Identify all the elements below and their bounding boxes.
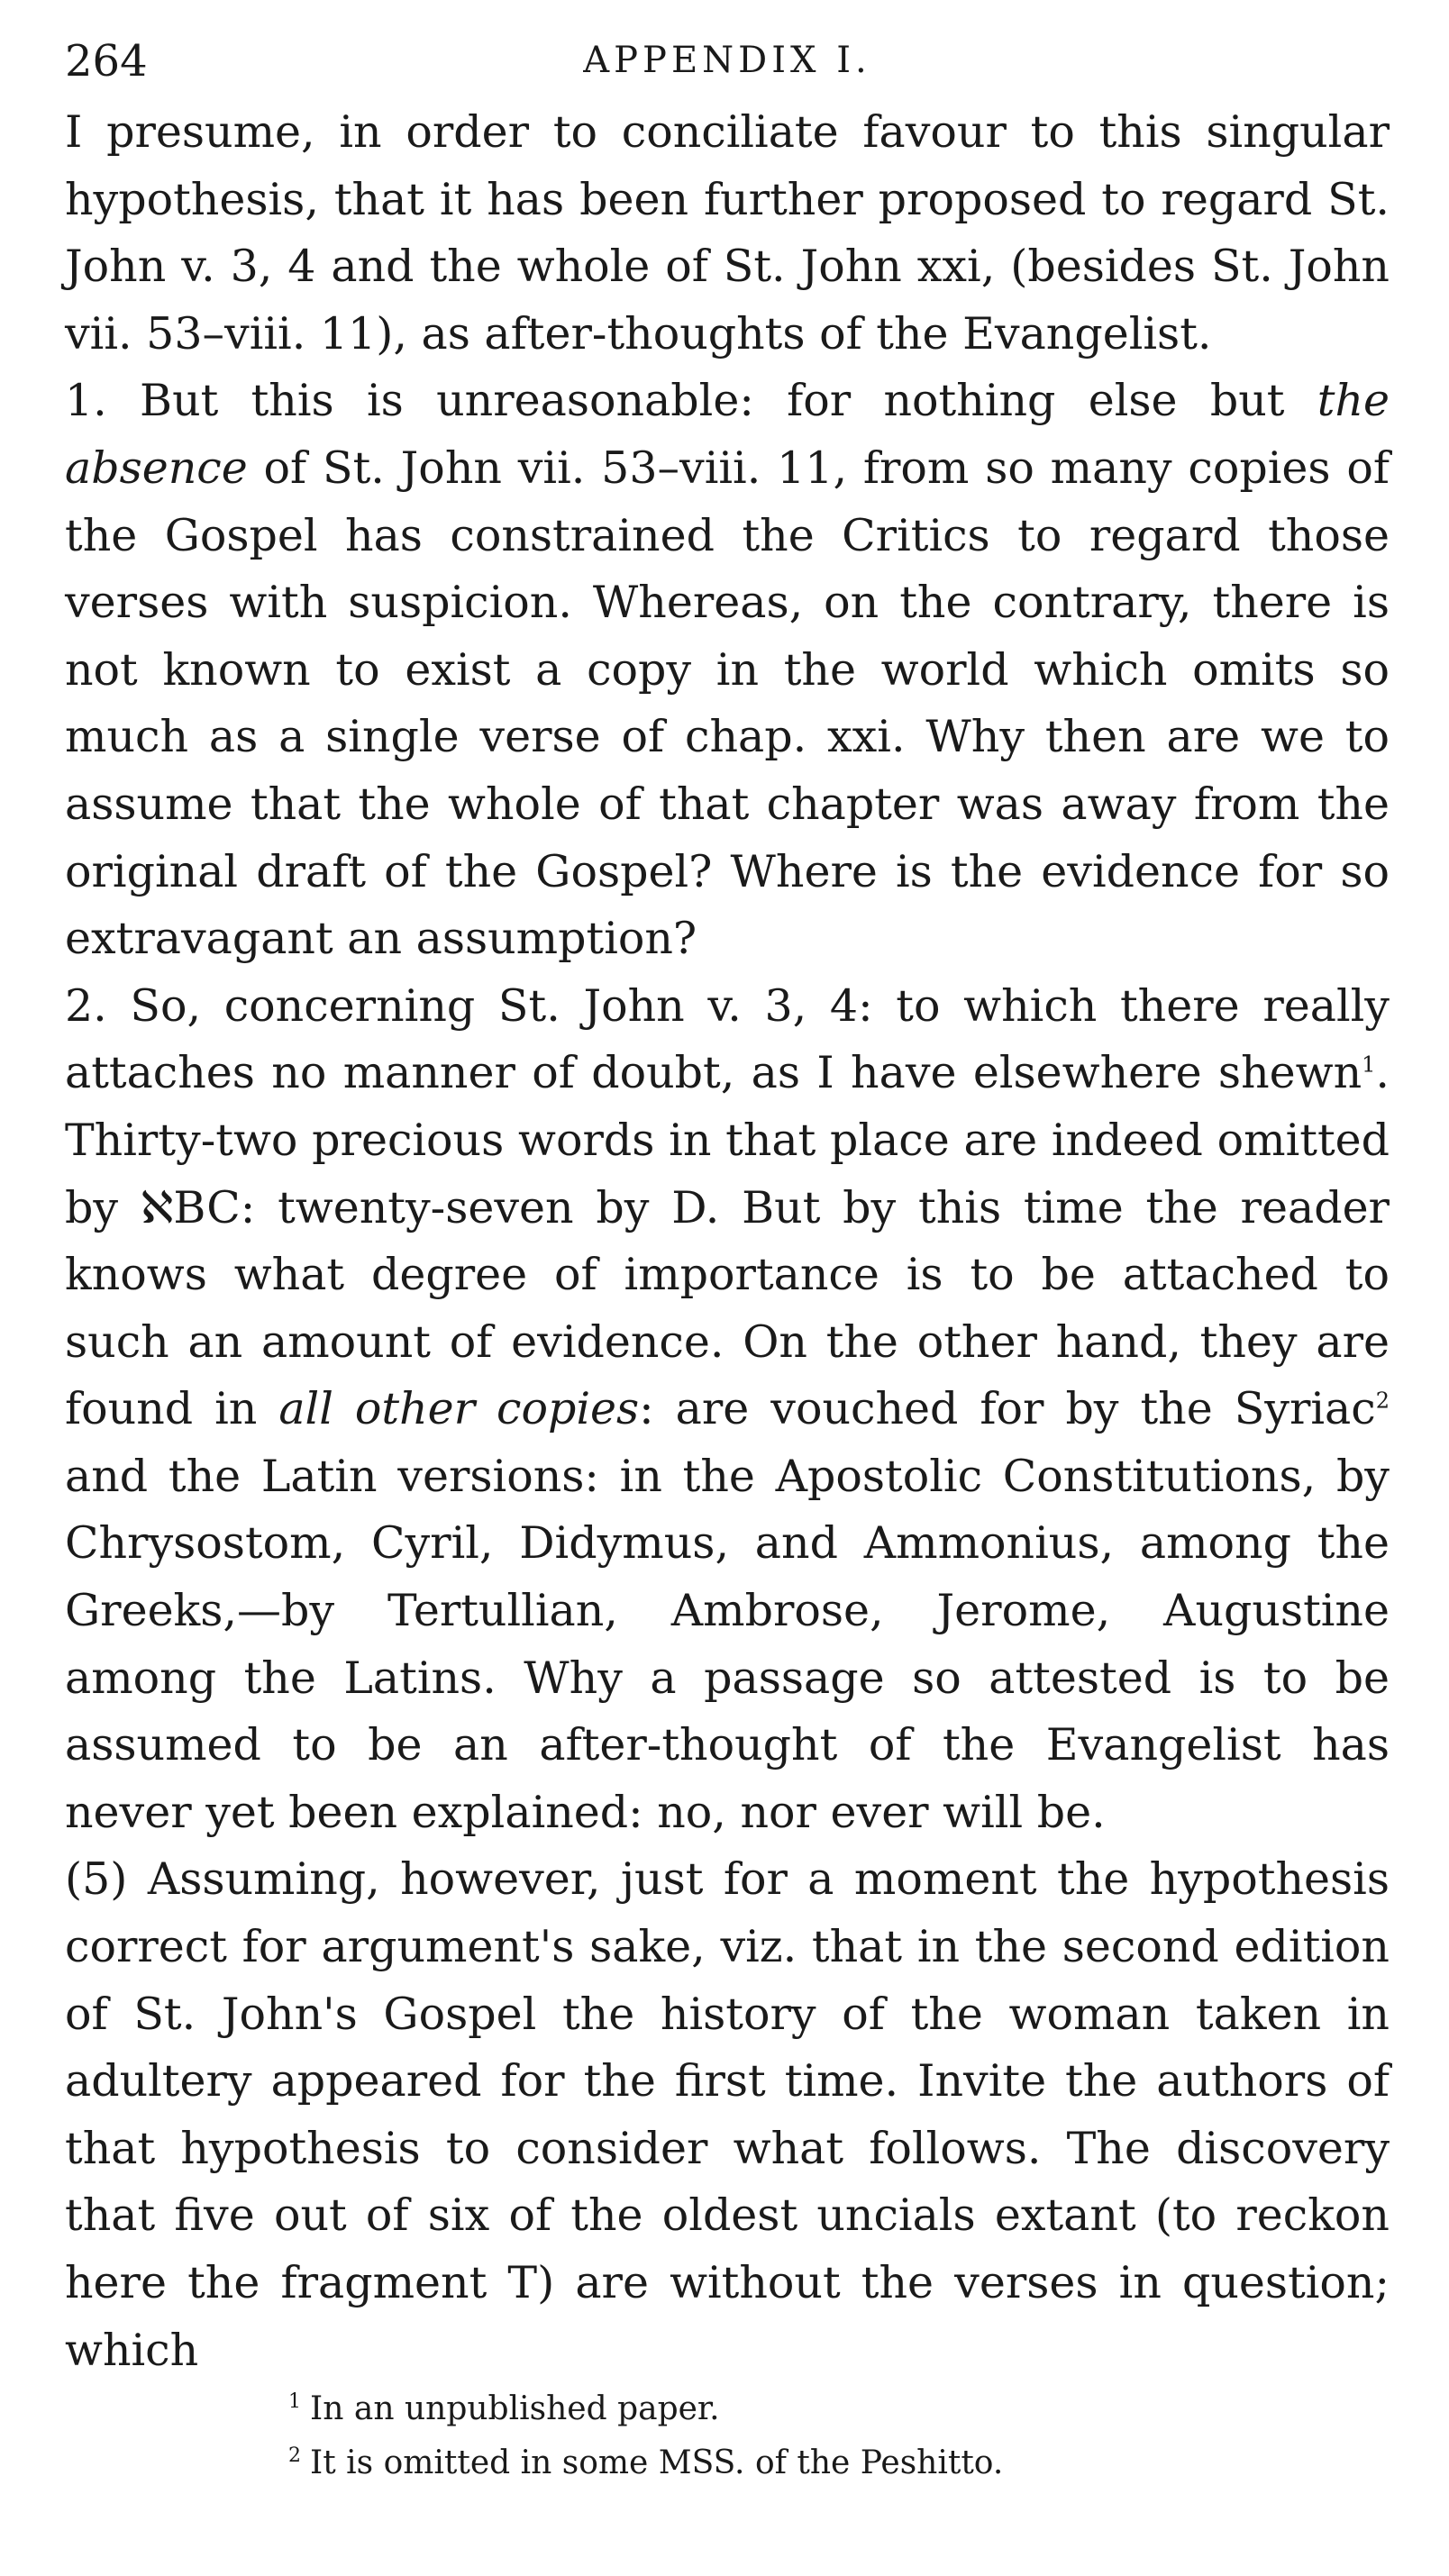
text-segment: of St. John vii. 53–viii. 11, from so many copies of the Gospel has constrained the Critics to regard those verses with suspicion. Whereas, on the contrary, there is not known to exist a copy in the world which omits so much as a single verse of chap. xxi. Why then are we to assume that the whole of that chapter was away from the original draft of the Gospel? Where is the evidence for so extravagant an assumption? <box>65 441 1390 965</box>
text-segment: I presume, in order to conciliate favour to this singular hypothesis, that it has been further proposed to regard St. John v. 3, 4 and the whole of St. John xxi, (besides St. John vii. 53–viii. 11), as after-thoughts of the Evangelist. <box>65 106 1390 360</box>
page <box>65 36 1390 2384</box>
footnote-text: In an unpublished paper. <box>310 2390 720 2427</box>
running-head: APPENDIX I. <box>583 40 871 81</box>
italic-text: all other copies <box>278 1383 640 1435</box>
paragraph <box>65 99 1390 368</box>
footnote-text: It is omitted in some MSS. of the Peshitto. <box>310 2444 1004 2481</box>
footnote <box>288 2433 1003 2487</box>
body-text <box>65 99 1390 2384</box>
italic-text: the absence <box>65 375 1390 494</box>
page-header <box>65 36 1390 99</box>
text-segment: 2. So, concerning St. John v. 3, 4: to which there really attaches no manner of doubt, as I have elsewhere shewn <box>65 979 1390 1099</box>
text-segment: (5) Assuming, however, just for a moment the hypothesis correct for argument's sake, viz. that in the second edition of St. John's Gospel the history of the woman taken in adultery appeared for the first time. Invite the authors of that hypothesis to consider what follows. The discovery that five out of six of the oldest uncials extant (to reckon here the fragment T) are without the verses in question; which <box>65 1853 1390 2376</box>
footnote-mark: 1 <box>288 2390 301 2413</box>
footnote <box>288 2379 1003 2433</box>
footnotes <box>288 2379 1003 2487</box>
text-segment: . Thirty-two precious words in that place are indeed omitted by ℵBC: twenty-seven by D. But by this time the reader knows what degree of importance is to be attached to such an amount of evidence. On the other hand, they are found in <box>65 1047 1390 1435</box>
text-segment: : are vouched for by the Syriac <box>639 1383 1376 1435</box>
paragraph <box>65 1846 1390 2384</box>
paragraph <box>65 368 1390 972</box>
footnote-reference: 2 <box>1375 1388 1390 1414</box>
page-number: 264 <box>65 36 148 86</box>
text-segment: and the Latin versions: in the Apostolic Constitutions, by Chrysostom, Cyril, Didymus, and Ammonius, among the Greeks,—by Tertullian, Ambrose, Jerome, Augustine among the Latins. Why a passage so attested is to be assumed to be an after-thought of the Evangelist has never yet been explained: no, nor ever will be. <box>65 1450 1390 1838</box>
text-segment: 1. But this is unreasonable: for nothing else but <box>65 375 1317 427</box>
footnote-reference: 1 <box>1362 1051 1376 1078</box>
footnote-mark: 2 <box>288 2444 301 2467</box>
paragraph <box>65 973 1390 1847</box>
